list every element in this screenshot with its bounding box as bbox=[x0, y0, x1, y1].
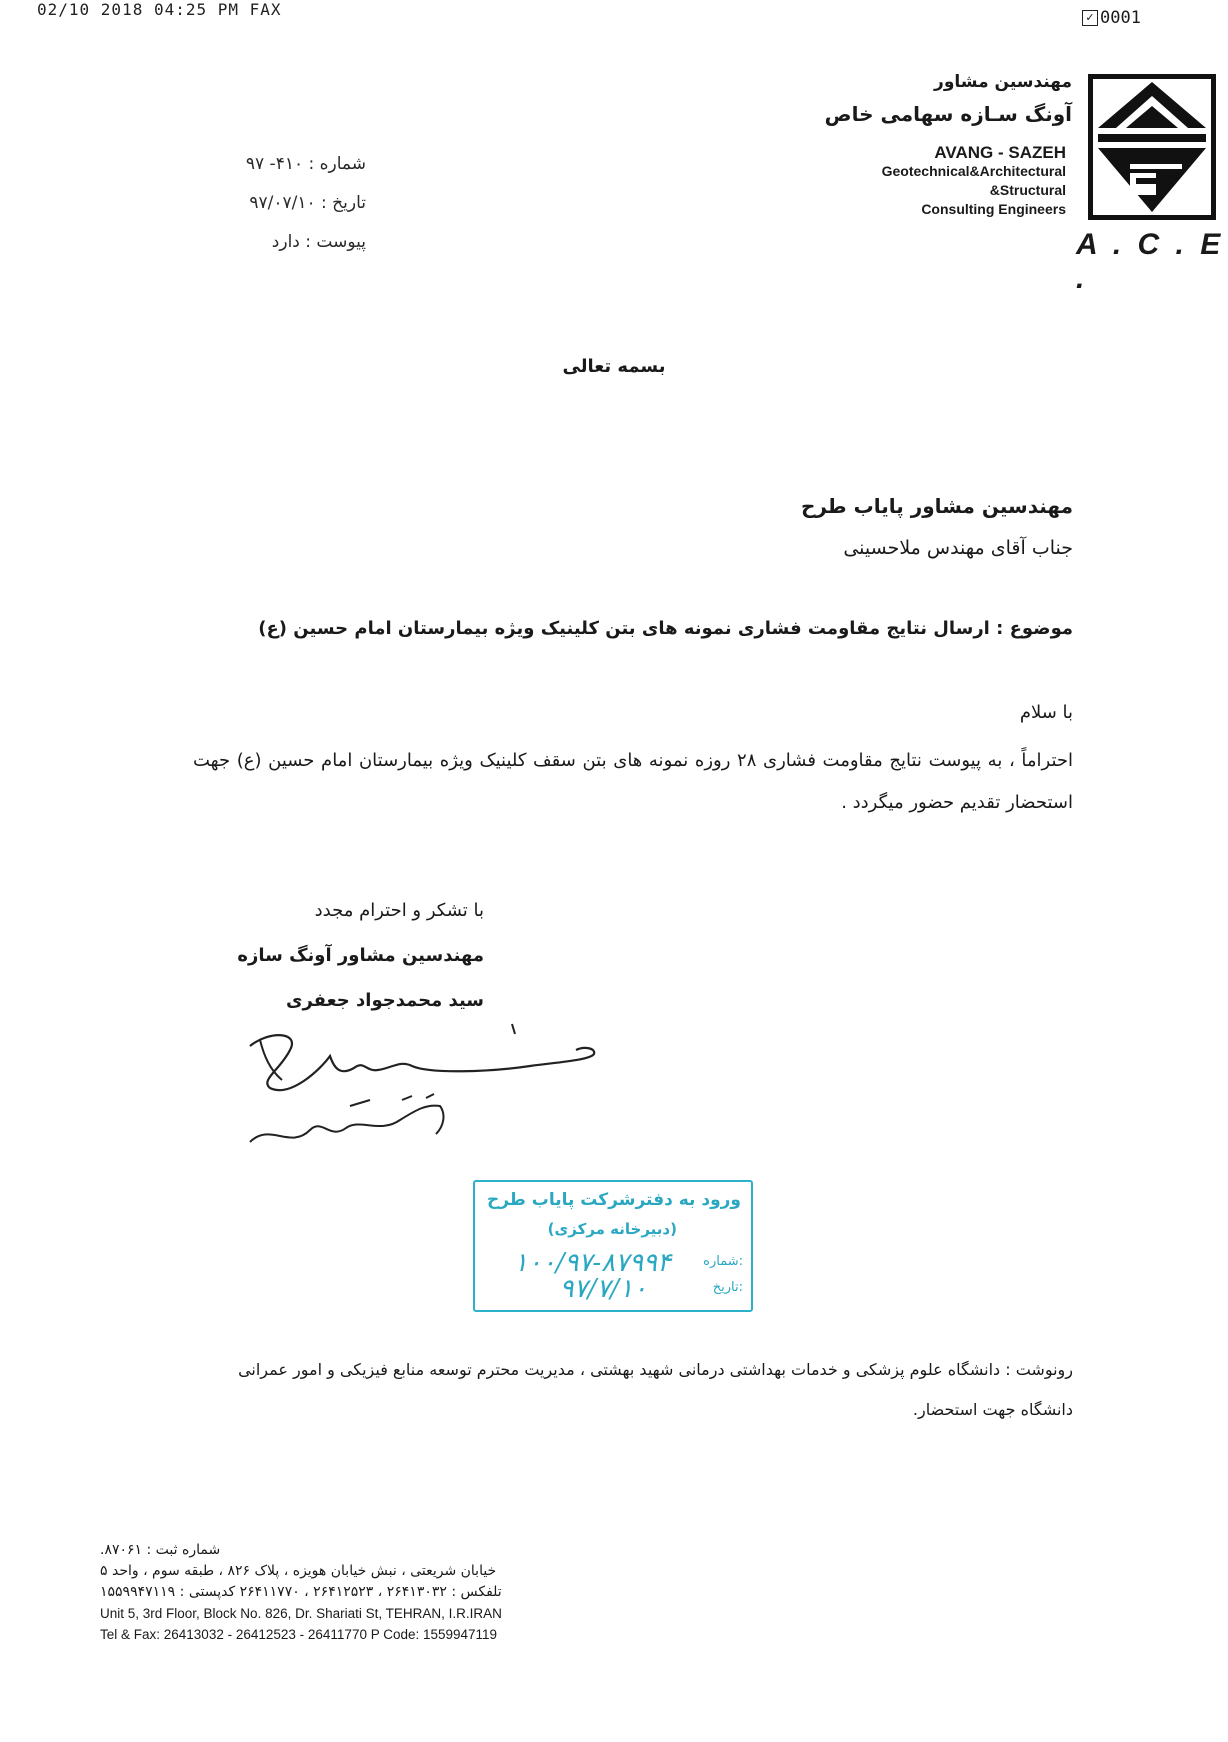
footer-registration: شماره ثبت : ۸۷۰۶۱. bbox=[100, 1542, 221, 1558]
greeting: با سلام bbox=[1019, 702, 1073, 723]
company-abbreviation: A . C . E . bbox=[1076, 228, 1225, 295]
fax-header: 02/10 2018 04:25 PM FAX bbox=[37, 0, 282, 19]
bismillah: بسمه تعالی bbox=[562, 356, 666, 377]
company-en-line2: Geotechnical&Architectural bbox=[881, 163, 1066, 179]
company-name-fa-line2: آونگ سـازه سهامی خاص bbox=[824, 102, 1072, 126]
recipient-company: مهندسین مشاور پایاب طرح bbox=[800, 494, 1073, 518]
recipient-person: جناب آقای مهندس ملاحسینی bbox=[843, 537, 1073, 559]
closing-signatory: سید محمدجواد جعفری bbox=[285, 990, 484, 1011]
footer bbox=[100, 1540, 600, 1645]
letter-subject: موضوع : ارسال نتایج مقاومت فشاری نمونه های بتن کلینیک ویژه بیمارستان امام حسین (ع) bbox=[258, 618, 1073, 639]
company-logo bbox=[1086, 72, 1218, 222]
stamp-date-label: تاریخ: bbox=[712, 1280, 743, 1295]
letter-meta bbox=[246, 145, 366, 262]
letter-date: تاریخ : ۹۷/۰۷/۱۰ bbox=[249, 193, 366, 213]
footer-address-en: Unit 5, 3rd Floor, Block No. 826, Dr. Shariati St, TEHRAN, I.R.IRAN bbox=[100, 1606, 502, 1621]
company-en-line4: Consulting Engineers bbox=[921, 201, 1066, 217]
company-name-en bbox=[882, 143, 1066, 219]
footer-phone-fa: تلفکس : ۲۶۴۱۳۰۳۲ ، ۲۶۴۱۲۵۲۳ ، ۲۶۴۱۱۷۷۰ کدپستی : ۱۵۵۹۹۴۷۱۱۹ bbox=[100, 1584, 502, 1600]
letter-body: احتراماً ، به پیوست نتایج مقاومت فشاری ۲۸ روزه نمونه های بتن سقف کلینیک ویژه بیمارستان امام حسین (ع) جهت استحضار تقدیم حضور میگردد . bbox=[193, 750, 1073, 813]
stamp-title: ورود به دفترشرکت پایاب طرح bbox=[486, 1190, 741, 1210]
closing-regards: با تشکر و احترام مجدد bbox=[314, 900, 484, 921]
company-en-line1: AVANG - SAZEH bbox=[934, 143, 1066, 162]
footer-phone-en: Tel & Fax: 26413032 - 26412523 - 26411770 P Code: 1559947119 bbox=[100, 1627, 498, 1642]
closing bbox=[237, 888, 484, 1023]
letter-number: شماره : ۴۱۰- ۹۷ bbox=[245, 154, 366, 174]
page-number: 0001 bbox=[1100, 8, 1141, 28]
company-en-line3: &Structural bbox=[989, 182, 1066, 198]
letter-attachment: پیوست : دارد bbox=[271, 232, 366, 252]
footer-address-fa: خیابان شریعتی ، نبش خیابان هویزه ، پلاک ۸۲۶ ، طبقه سوم ، واحد ۵ bbox=[100, 1563, 497, 1579]
carbon-copy: رونوشت : دانشگاه علوم پزشکی و خدمات بهداشتی درمانی شهید بهشتی ، مدیریت محترم توسعه منابع فیزیکی و امور عمرانی دانشگاه جهت استحضار. bbox=[238, 1360, 1073, 1419]
stamp-subtitle: (دبیرخانه مرکزی) bbox=[547, 1220, 677, 1238]
stamp-date-value: ۹۷/۷/۱۰ bbox=[559, 1274, 647, 1304]
page-check-icon: ✓ bbox=[1082, 10, 1098, 26]
received-stamp bbox=[473, 1180, 753, 1312]
closing-company: مهندسین مشاور آونگ سازه bbox=[237, 945, 484, 966]
handwritten-signature bbox=[230, 1010, 610, 1160]
company-name-fa-line1: مهندسین مشاور bbox=[934, 72, 1072, 92]
stamp-number-value: ۱۰۰/۹۷-۸۷۹۹۴ bbox=[513, 1248, 671, 1278]
stamp-number-label: شماره: bbox=[703, 1254, 743, 1269]
